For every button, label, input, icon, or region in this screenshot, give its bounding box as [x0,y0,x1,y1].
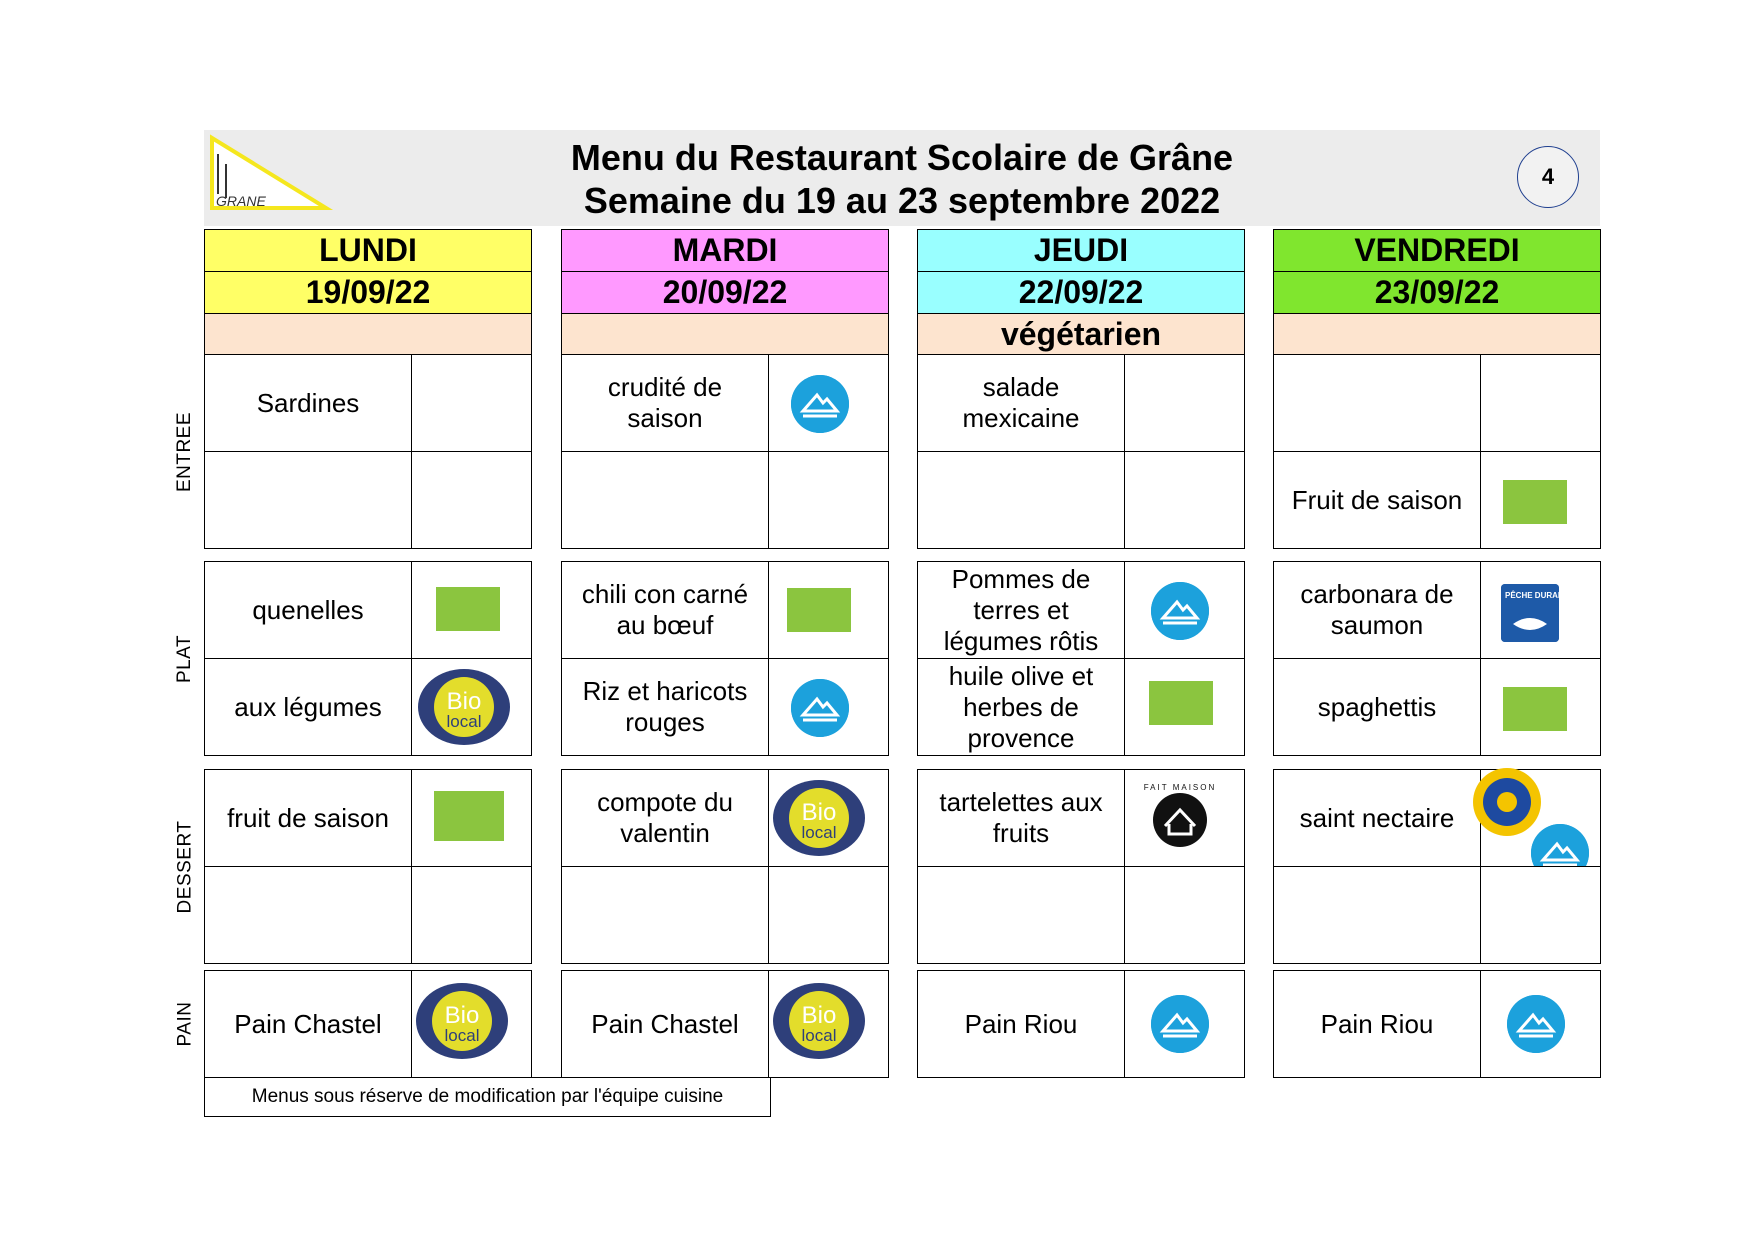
msc-sustainable-fishing-icon [1501,584,1594,642]
day-name: LUNDI [204,229,532,272]
svg-text:PÊCHE DURABLE MSC: PÊCHE DURABLE MSC [1505,591,1594,600]
dish-name: aux légumes [205,659,412,755]
mardi-entree-1 [561,354,889,452]
alpes-mountain-label-icon [791,375,849,433]
jeudi-entree-2 [917,451,1245,549]
dish-name [1274,355,1481,451]
footer-note: Menus sous réserve de modification par l'équipe cuisine [204,1077,771,1117]
vendredi-entree-2 [1273,451,1601,549]
eu-organic-leaf-icon [434,791,504,841]
mardi-plat-2 [561,658,889,756]
svg-text:local: local [446,712,482,731]
dish-name: Pain Riou [1274,971,1481,1077]
page-number-badge [1517,146,1579,208]
eu-organic-leaf-icon [1503,687,1567,731]
dish-name: spaghettis [1274,659,1481,755]
day-tag: végétarien [917,314,1245,356]
igp-quality-seal-icon [1473,768,1541,836]
bio-local-logo-icon [771,981,867,1061]
svg-text:Bio: Bio [801,1002,837,1029]
page-title [204,136,1600,222]
jeudi-entree-1 [917,354,1245,452]
vendredi-dessert-2 [1273,866,1601,964]
bio-local-logo-icon [771,778,867,858]
mardi-dessert-1 [561,769,889,867]
badge-cell [412,452,531,548]
dish-name: carbonara de saumon [1274,562,1481,658]
vendredi-plat-1 [1273,561,1601,659]
day-date: 23/09/22 [1273,272,1601,314]
svg-text:local: local [801,823,837,842]
dish-name: crudité de saison [562,355,769,451]
day-name: JEUDI [917,229,1245,272]
mardi-plat-1 [561,561,889,659]
page-number: 4 [1541,164,1555,189]
svg-text:FAIT MAISON: FAIT MAISON [1143,783,1217,792]
lundi-dessert-1 [204,769,532,867]
lundi-plat-2 [204,658,532,756]
lundi-entree-2 [204,451,532,549]
vendredi-entree-1 [1273,354,1601,452]
eu-organic-leaf-icon [436,587,500,631]
jeudi-dessert-1 [917,769,1245,867]
eu-organic-leaf-icon [1503,480,1567,524]
dish-name: compote du valentin [562,770,769,866]
section-label-entree: ENTREE [174,411,196,492]
dish-name [1274,867,1481,963]
mardi-entree-2 [561,451,889,549]
section-label-dessert: DESSERT [174,820,195,913]
dish-name: salade mexicaine [918,355,1125,451]
dish-name: Pain Chastel [205,971,412,1077]
dish-name [562,867,769,963]
dish-name: Sardines [205,355,412,451]
jeudi-plat-2 [917,658,1245,756]
day-tag [204,314,532,356]
vendredi-plat-2 [1273,658,1601,756]
svg-text:Bio: Bio [444,1002,480,1029]
dish-name: fruit de saison [205,770,412,866]
day-tag [561,314,889,356]
vendredi-dessert-1 [1273,769,1601,867]
day-date: 20/09/22 [561,272,889,314]
day-column-lundi [204,229,532,356]
section-label-pain: PAIN [174,1001,195,1047]
day-date: 19/09/22 [204,272,532,314]
dish-name: quenelles [205,562,412,658]
dish-name [918,867,1125,963]
day-column-jeudi [917,229,1245,356]
mardi-pain [561,970,889,1078]
day-date: 22/09/22 [917,272,1245,314]
lundi-plat-1 [204,561,532,659]
lundi-entree-1 [204,354,532,452]
svg-text:local: local [801,1026,837,1045]
alpes-mountain-label-icon [1151,995,1209,1053]
vendredi-pain [1273,970,1601,1078]
day-name: MARDI [561,229,889,272]
section-label-plat: PLAT [174,634,196,683]
fait-maison-house-icon [1145,780,1215,850]
svg-text:GRANE: GRANE [216,193,266,209]
dish-name: Pain Riou [918,971,1125,1077]
alpes-mountain-label-icon [1151,582,1209,640]
dish-name [562,452,769,548]
dish-name: Pommes de terres et légumes rôtis [918,562,1125,658]
lundi-dessert-2 [204,866,532,964]
badge-cell [412,355,531,451]
lundi-pain [204,970,532,1078]
day-tag [1273,314,1601,356]
bio-local-logo-icon [416,667,512,747]
day-column-mardi [561,229,889,356]
dish-name: Pain Chastel [562,971,769,1077]
dish-name: Riz et haricots rouges [562,659,769,755]
dish-name [918,452,1125,548]
eu-organic-leaf-icon [787,588,851,632]
mardi-dessert-2 [561,866,889,964]
day-column-vendredi [1273,229,1601,356]
jeudi-pain [917,970,1245,1078]
dish-name: chili con carné au bœuf [562,562,769,658]
svg-text:Bio: Bio [446,688,482,715]
dish-name: Fruit de saison [1274,452,1481,548]
title-line-2: Semaine du 19 au 23 septembre 2022 [583,180,1221,221]
dish-name: tartelettes aux fruits [918,770,1125,866]
alpes-mountain-label-icon [791,679,849,737]
dish-name: huile olive et herbes de provence [918,659,1125,755]
dish-name [205,452,412,548]
jeudi-dessert-2 [917,866,1245,964]
dish-name: saint nectaire [1274,770,1481,866]
eu-organic-leaf-icon [1149,681,1213,725]
dish-name [205,867,412,963]
svg-text:local: local [444,1026,480,1045]
svg-text:Bio: Bio [801,799,837,826]
alpes-mountain-label-icon [1507,995,1565,1053]
bio-local-logo-icon [414,981,510,1061]
day-name: VENDREDI [1273,229,1601,272]
title-line-1: Menu du Restaurant Scolaire de Grâne [570,137,1234,178]
jeudi-plat-1 [917,561,1245,659]
